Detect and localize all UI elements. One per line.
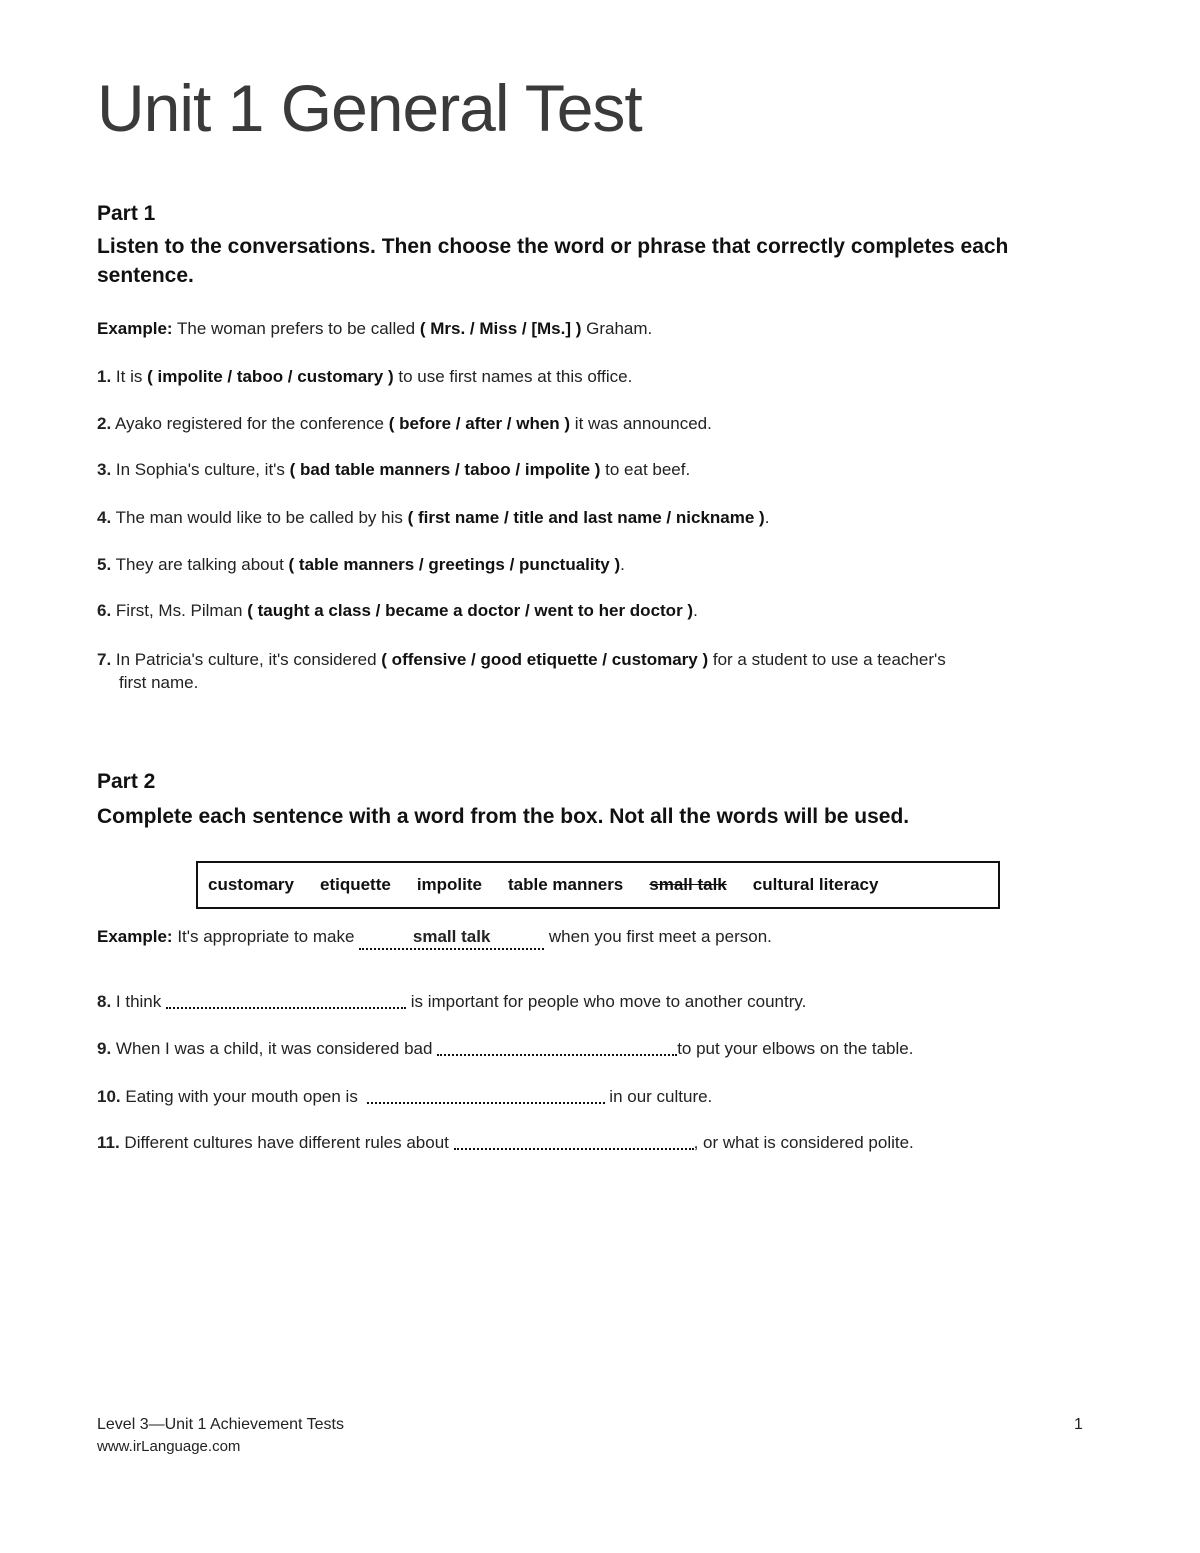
answer-blank[interactable]: [166, 991, 406, 1009]
part2-label: Part 2: [97, 770, 156, 793]
footer-url[interactable]: www.irLanguage.com: [97, 1438, 241, 1455]
part1-label: Part 1: [97, 202, 156, 225]
question-1: 1. It is ( impolite / taboo / customary ) to use first names at this office.: [97, 367, 633, 386]
answer-choices[interactable]: ( bad table manners / taboo / impolite ): [289, 460, 601, 479]
part2-example: Example: It's appropriate to make small talk when you first meet a person.: [97, 925, 1087, 950]
answer-choices[interactable]: ( offensive / good etiquette / customary ): [381, 650, 709, 669]
word-box-item: customary: [208, 875, 294, 894]
example-answer: small talk: [359, 925, 544, 950]
word-box-item: impolite: [416, 875, 482, 894]
question-6: 6. First, Ms. Pilman ( taught a class / became a doctor / went to her doctor ).: [97, 601, 698, 620]
question-9: 9. When I was a child, it was considered bad to put your elbows on the table.: [97, 1039, 914, 1058]
word-box-item-used: small talk: [649, 875, 727, 894]
footer-source: Level 3—Unit 1 Achievement Tests: [97, 1416, 344, 1433]
part1-instruction: Listen to the conversations. Then choose the word or phrase that correctly completes each sentence.: [97, 235, 1009, 287]
word-box-item: table manners: [508, 875, 624, 894]
question-4: 4. The man would like to be called by his ( first name / title and last name / nickname ).: [97, 508, 770, 527]
example-choices: ( Mrs. / Miss / [Ms.] ): [419, 319, 582, 338]
question-5: 5. They are talking about ( table manners / greetings / punctuality ).: [97, 555, 625, 574]
answer-choices[interactable]: ( taught a class / became a doctor / went to her doctor ): [247, 601, 694, 620]
page-number: 1: [1074, 1416, 1083, 1433]
question-2: 2. Ayako registered for the conference ( before / after / when ) it was announced.: [97, 414, 712, 433]
example-label: Example:: [97, 927, 173, 946]
word-box-item: etiquette: [319, 875, 391, 894]
example-label: Example:: [97, 319, 173, 338]
answer-blank[interactable]: [367, 1086, 605, 1104]
part1-example: Example: The woman prefers to be called ( Mrs. / Miss / [Ms.] ) Graham.: [97, 319, 653, 338]
word-box: [196, 861, 1000, 909]
answer-blank[interactable]: [454, 1132, 694, 1150]
question-8: 8. I think is important for people who move to another country.: [97, 992, 807, 1011]
part2-instruction: Complete each sentence with a word from the box. Not all the words will be used.: [97, 805, 910, 828]
answer-choices[interactable]: ( impolite / taboo / customary ): [147, 367, 394, 386]
word-box-item: cultural literacy: [752, 875, 879, 894]
answer-choices[interactable]: ( first name / title and last name / nickname ): [407, 508, 765, 527]
answer-choices[interactable]: ( table manners / greetings / punctuality ): [288, 555, 621, 574]
answer-blank[interactable]: [437, 1038, 677, 1056]
question-3: 3. In Sophia's culture, it's ( bad table manners / taboo / impolite ) to eat beef.: [97, 460, 691, 479]
question-10: 10. Eating with your mouth open is in our culture.: [97, 1087, 713, 1106]
answer-choices[interactable]: ( before / after / when ): [388, 414, 571, 433]
question-11: 11. Different cultures have different rules about , or what is considered polite.: [97, 1133, 914, 1152]
question-7: 7. In Patricia's culture, it's considered ( offensive / good etiquette / customary ) for a student to use a teacher's first name.: [97, 650, 946, 692]
page-title: Unit 1 General Test: [97, 71, 642, 145]
